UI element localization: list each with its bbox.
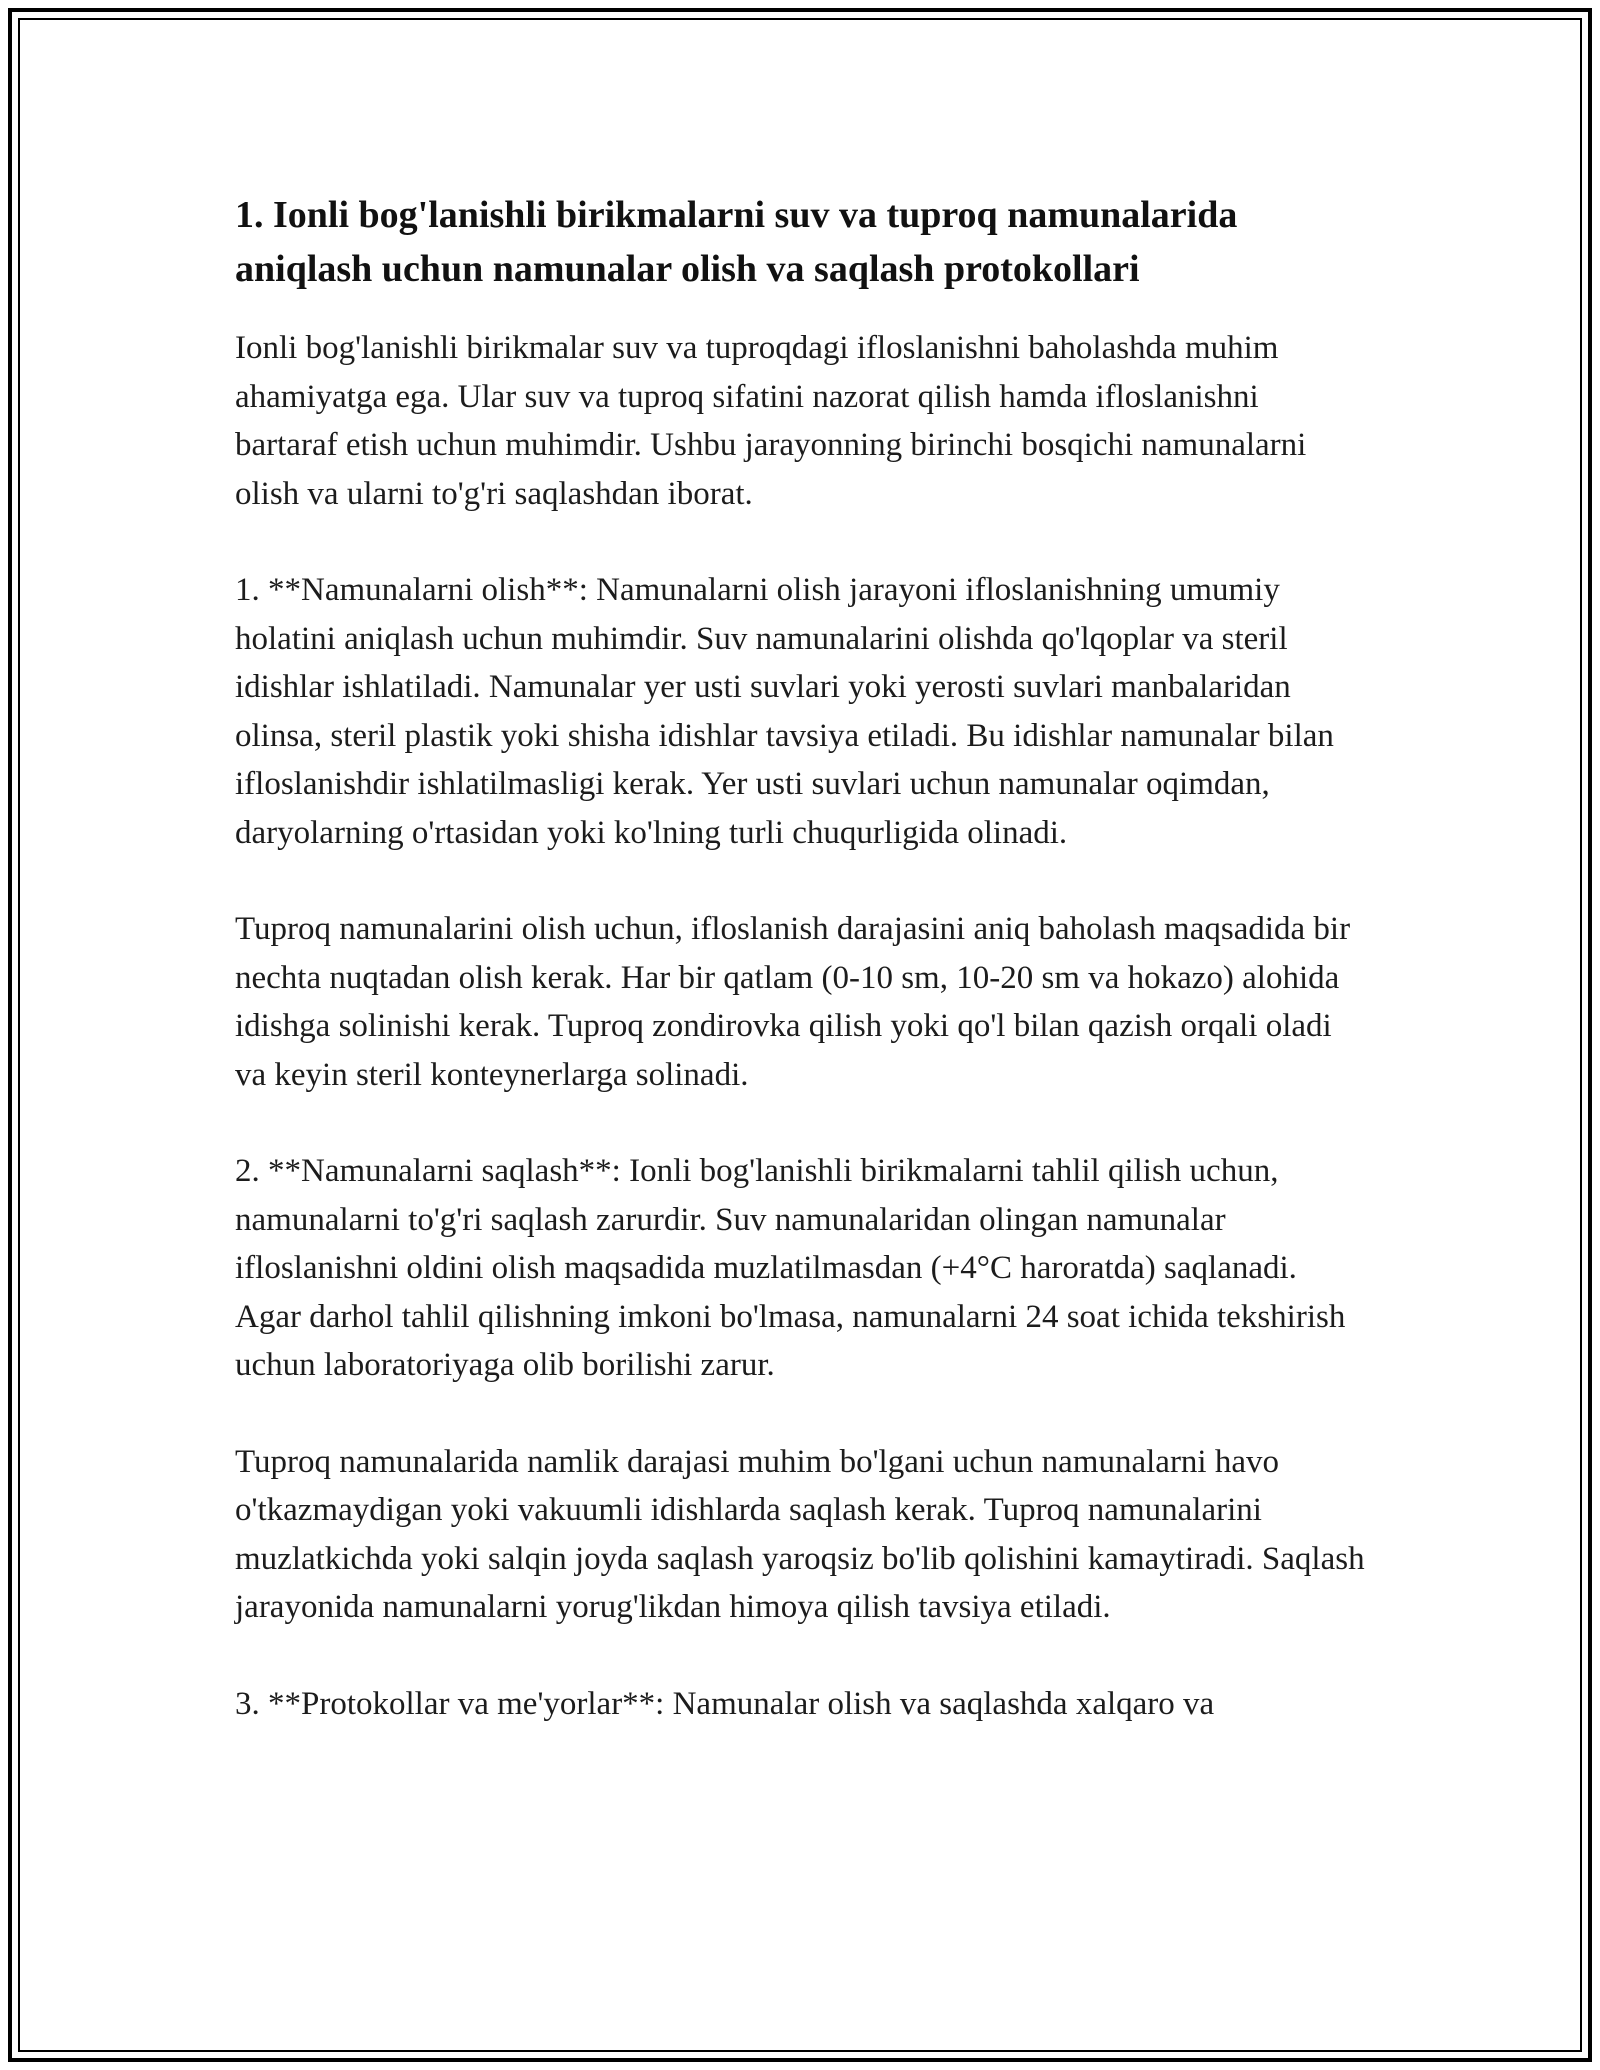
paragraph-sampling: 1. **Namunalarni olish**: Namunalarni olish jarayoni ifloslanishning umumiy holatini aniqlash uchun muhimdir. Suv namunalarini olishda qo'lqoplar va steril idishlar ishlatiladi. Namunalar yer usti suvlari yoki yerosti suvlari manbalaridan olinsa, steril plastik yoki shisha idishlar tavsiya etiladi. Bu idishlar namunalar bilan ifloslanishdir ishlatilmasligi kerak. Yer usti suvlari uchun namunalar oqimdan, daryolarning o'rtasidan yoki ko'lning turli chuqurligida olinadi. (235, 572, 1334, 851)
paragraph-soil-storage: Tuproq namunalarida namlik darajasi muhim bo'lgani uchun namunalarni havo o'tkazmaydigan yoki vakuumli idishlarda saqlash kerak. Tuproq namunalarini muzlatkichda yoki salqin joyda saqlash yaroqsiz bo'lib qolishini kamaytiradi. Saqlash jarayonida namunalarni yorug'likdan himoya qilish tavsiya etiladi. (235, 1443, 1365, 1625)
paragraph-soil-sampling: Tuproq namunalarini olish uchun, ifloslanish darajasini aniq baholash maqsadida bir nechta nuqtadan olish kerak. Har bir qatlam (0-10 sm, 10-20 sm va hokazo) alohida idishga solinishi kerak. Tuproq zondirovka qilish yoki qo'l bilan qazish orqali oladi va keyin steril konteynerlarga solinadi. (235, 911, 1351, 1093)
paragraph-storage: 2. **Namunalarni saqlash**: Ionli bog'lanishli birikmalarni tahlil qilish uchun, namunalarni to'g'ri saqlash zarurdir. Suv namunalaridan olingan namunalar ifloslanishni oldini olish maqsadida muzlatilmasdan (+4°C haroratda) saqlanadi. Agar darhol tahlil qilishning imkoni bo'lmasa, namunalarni 24 soat ichida tekshirish uchun laboratoriyaga olib borilishi zarur. (235, 1153, 1346, 1383)
document-title: 1. Ionli bog'lanishli birikmalarni suv va tuproq namunalarida aniqlash uchun namunalar olish va saqlash protokollari (235, 194, 1238, 290)
document-page (235, 188, 1365, 1776)
paragraph-protocols: 3. **Protokollar va me'yorlar**: Namunalar olish va saqlashda xalqaro va (235, 1685, 1215, 1722)
paragraph-intro: Ionli bog'lanishli birikmalar suv va tuproqdagi ifloslanishni baholashda muhim ahamiyatga ega. Ular suv va tuproq sifatini nazorat qilish hamda ifloslanishni bartaraf etish uchun muhimdir. Ushbu jarayonning birinchi bosqichi namunalarni olish va ularni to'g'ri saqlashdan iborat. (235, 330, 1307, 512)
